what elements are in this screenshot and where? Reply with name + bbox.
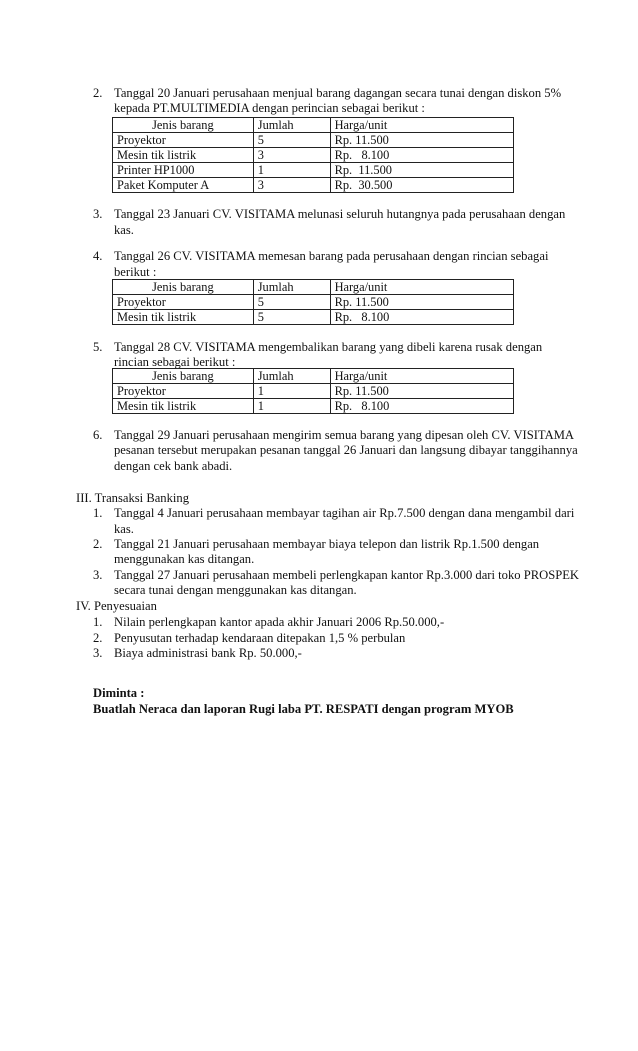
item3-line1: Tanggal 23 Januari CV. VISITAMA melunasi seluruh hutangnya pada perusahaan dengan bbox=[114, 207, 566, 221]
table-header-cell: Harga/unit bbox=[330, 118, 513, 133]
table-row bbox=[113, 178, 514, 193]
table-row bbox=[113, 399, 514, 414]
adjustment-item-number: 3. bbox=[93, 646, 103, 660]
table-cell: Mesin tik listrik bbox=[113, 310, 254, 325]
adjustment-item-text: Biaya administrasi bank Rp. 50.000,- bbox=[114, 646, 302, 660]
section-heading-adjustment: IV. Penyesuaian bbox=[76, 599, 157, 613]
table-header-cell: Jenis barang bbox=[113, 118, 254, 133]
table-row bbox=[113, 295, 514, 310]
table-row bbox=[113, 148, 514, 163]
banking-item-line1: Tanggal 27 Januari perusahaan membeli perlengkapan kantor Rp.3.000 dari toko PROSPEK bbox=[114, 568, 579, 582]
adjustment-item-text: Penyusutan terhadap kendaraan ditepakan 1,5 % perbulan bbox=[114, 631, 406, 645]
item6-line2: pesanan tersebut merupakan pesanan tanggal 26 Januari dan langsung dibayar tanggihannya bbox=[114, 443, 578, 457]
item6-line1: Tanggal 29 Januari perusahaan mengirim semua barang yang dipesan oleh CV. VISITAMA bbox=[114, 428, 575, 442]
item4-number: 4. bbox=[93, 249, 103, 263]
item3-line2: kas. bbox=[114, 223, 134, 237]
table-cell: Paket Komputer A bbox=[113, 178, 254, 193]
table-cell: 5 bbox=[253, 295, 330, 310]
item2-line2: kepada PT.MULTIMEDIA dengan perincian sebagai berikut : bbox=[114, 101, 425, 115]
item4-table bbox=[112, 279, 514, 325]
item5-line2: rincian sebagai berikut : bbox=[114, 355, 236, 369]
adjustment-item-number: 2. bbox=[93, 631, 103, 645]
item4-line1: Tanggal 26 CV. VISITAMA memesan barang pada perusahaan dengan rincian sebagai bbox=[114, 249, 549, 263]
item6-number: 6. bbox=[93, 428, 103, 442]
item2-table bbox=[112, 117, 514, 193]
table-cell: 5 bbox=[253, 133, 330, 148]
table-header-cell: Harga/unit bbox=[330, 369, 513, 384]
table-header-cell: Jumlah bbox=[253, 369, 330, 384]
table-cell: Proyektor bbox=[113, 384, 254, 399]
table-header-row bbox=[113, 280, 514, 295]
table-cell: Rp. 8.100 bbox=[330, 399, 513, 414]
table-cell: Rp. 11.500 bbox=[330, 133, 513, 148]
table-header-row bbox=[113, 369, 514, 384]
table-cell: Rp. 30.500 bbox=[330, 178, 513, 193]
table-header-cell: Harga/unit bbox=[330, 280, 513, 295]
table-cell: 5 bbox=[253, 310, 330, 325]
table-cell: Rp. 8.100 bbox=[330, 310, 513, 325]
adjustment-item-number: 1. bbox=[93, 615, 103, 629]
item5-number: 5. bbox=[93, 340, 103, 354]
banking-item-line1: Tanggal 21 Januari perusahaan membayar biaya telepon dan listrik Rp.1.500 dengan bbox=[114, 537, 540, 551]
item2-number: 2. bbox=[93, 86, 103, 100]
table-row bbox=[113, 163, 514, 178]
table-header-cell: Jenis barang bbox=[113, 280, 254, 295]
table-header-row bbox=[113, 118, 514, 133]
banking-item-number: 3. bbox=[93, 568, 103, 582]
table-cell: Rp. 11.500 bbox=[330, 384, 513, 399]
table-cell: 1 bbox=[253, 399, 330, 414]
table-cell: 3 bbox=[253, 178, 330, 193]
table-header-cell: Jenis barang bbox=[113, 369, 254, 384]
banking-item-line2: menggunakan kas ditangan. bbox=[114, 552, 255, 566]
section-heading-banking: III. Transaksi Banking bbox=[76, 491, 189, 505]
table-cell: Proyektor bbox=[113, 295, 254, 310]
table-cell: 3 bbox=[253, 148, 330, 163]
diminta-text: Buatlah Neraca dan laporan Rugi laba PT. RESPATI dengan program MYOB bbox=[93, 702, 514, 716]
banking-item-number: 2. bbox=[93, 537, 103, 551]
table-cell: Mesin tik listrik bbox=[113, 399, 254, 414]
banking-item-line2: secara tunai dengan menggunakan kas ditangan. bbox=[114, 583, 357, 597]
diminta-label: Diminta : bbox=[93, 686, 145, 700]
table-cell: Rp. 11.500 bbox=[330, 163, 513, 178]
item6-line3: dengan cek bank abadi. bbox=[114, 459, 233, 473]
table-cell: Printer HP1000 bbox=[113, 163, 254, 178]
item2-line1: Tanggal 20 Januari perusahaan menjual barang dagangan secara tunai dengan diskon 5% bbox=[114, 86, 562, 100]
item5-line1: Tanggal 28 CV. VISITAMA mengembalikan barang yang dibeli karena rusak dengan bbox=[114, 340, 543, 354]
table-cell: Proyektor bbox=[113, 133, 254, 148]
table-header-cell: Jumlah bbox=[253, 280, 330, 295]
banking-item-line2: kas. bbox=[114, 522, 134, 536]
table-cell: 1 bbox=[253, 163, 330, 178]
item3-number: 3. bbox=[93, 207, 103, 221]
table-cell: Mesin tik listrik bbox=[113, 148, 254, 163]
table-cell: 1 bbox=[253, 384, 330, 399]
item5-table bbox=[112, 368, 514, 414]
item4-line2: berikut : bbox=[114, 265, 157, 279]
table-row bbox=[113, 384, 514, 399]
table-cell: Rp. 11.500 bbox=[330, 295, 513, 310]
adjustment-item-text: Nilain perlengkapan kantor apada akhir Januari 2006 Rp.50.000,- bbox=[114, 615, 445, 629]
banking-item-line1: Tanggal 4 Januari perusahaan membayar tagihan air Rp.7.500 dengan dana mengambil dari bbox=[114, 506, 575, 520]
banking-item-number: 1. bbox=[93, 506, 103, 520]
table-row bbox=[113, 310, 514, 325]
table-row bbox=[113, 133, 514, 148]
table-cell: Rp. 8.100 bbox=[330, 148, 513, 163]
table-header-cell: Jumlah bbox=[253, 118, 330, 133]
